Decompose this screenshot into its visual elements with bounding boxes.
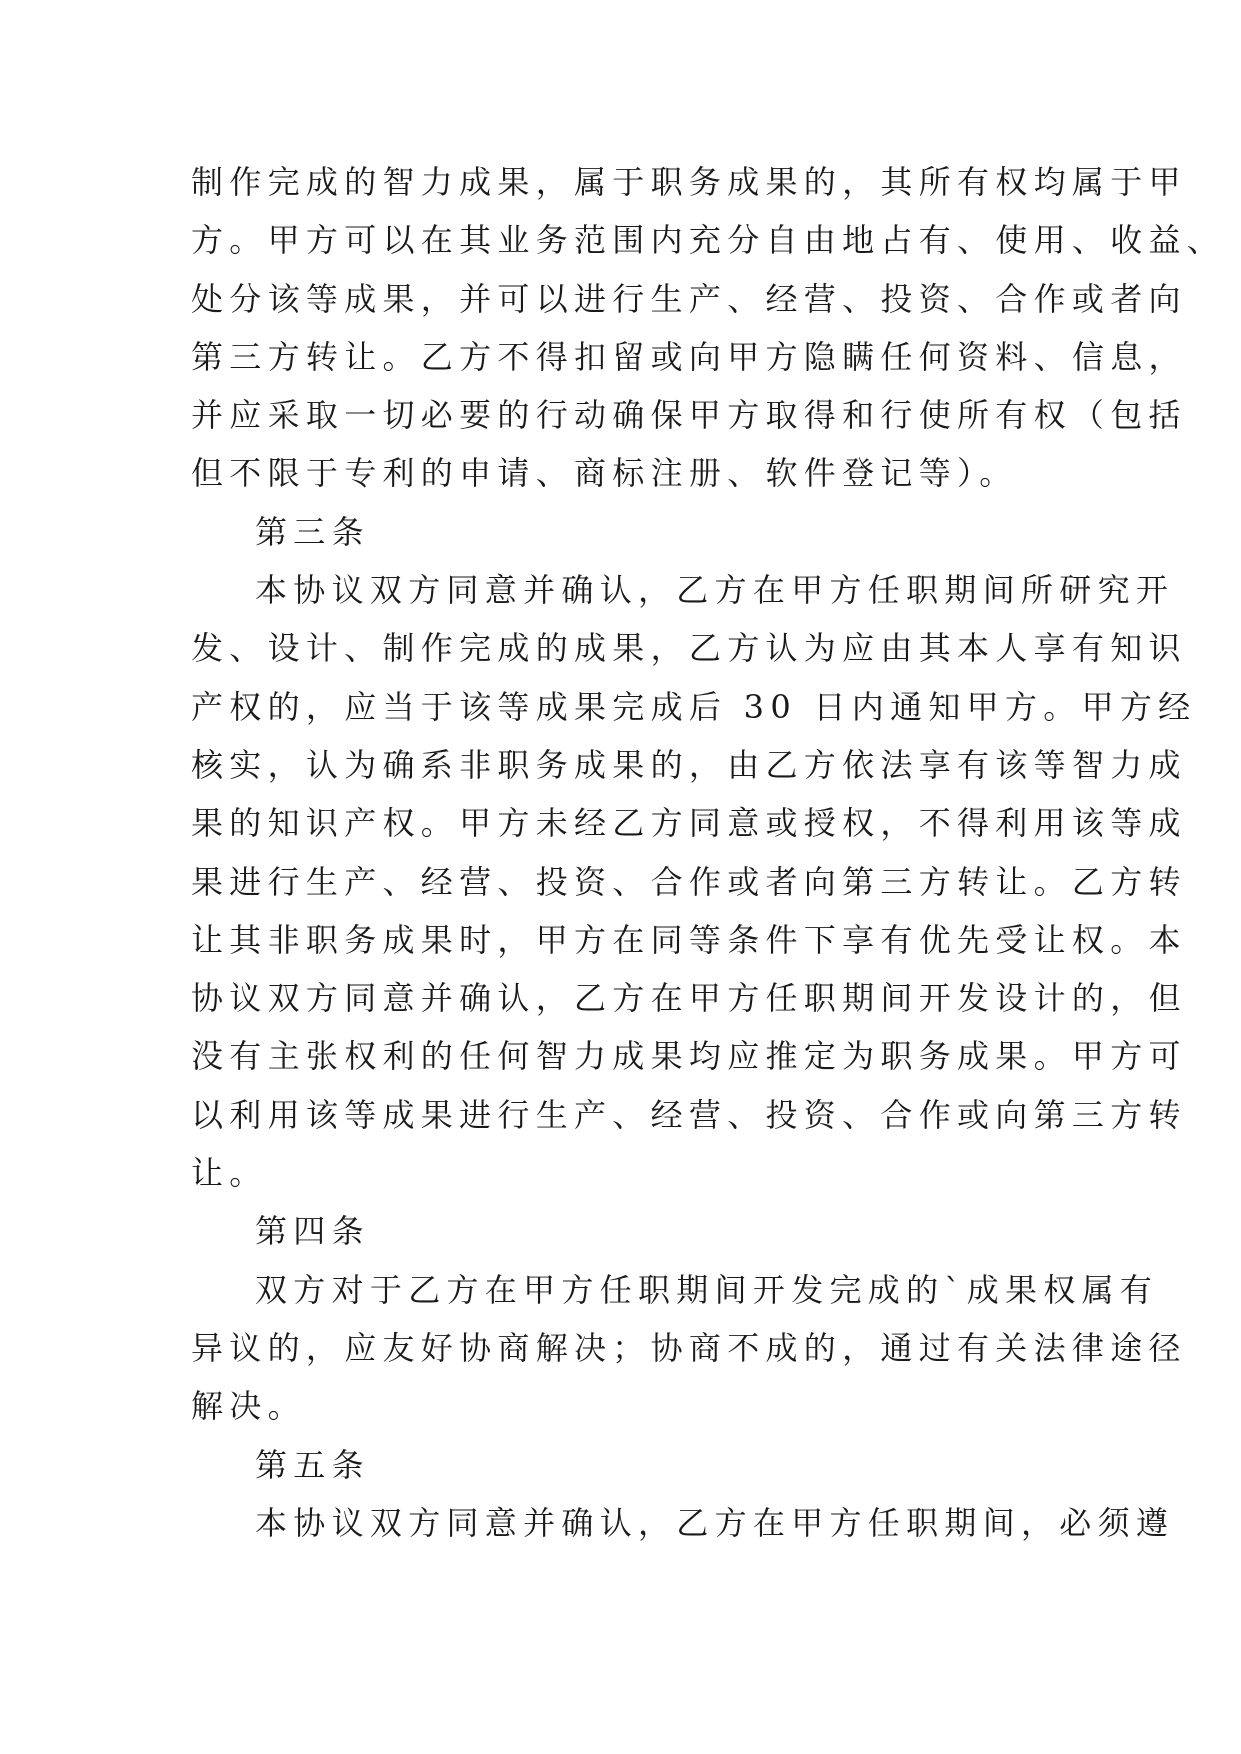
text-line: 第三方转让。乙方不得扣留或向甲方隐瞒任何资料、信息， bbox=[191, 337, 1187, 376]
text-line: 果进行生产、经营、投资、合作或者向第三方转让。乙方转 bbox=[191, 862, 1187, 901]
text-line: 本协议双方同意并确认，乙方在甲方任职期间，必须遵 bbox=[255, 1503, 1175, 1542]
text-line: 协议双方同意并确认，乙方在甲方任职期间开发设计的，但 bbox=[191, 979, 1187, 1018]
text-line: 并应采取一切必要的行动确保甲方取得和行使所有权（包括 bbox=[191, 396, 1187, 435]
article-heading: 第五条 bbox=[255, 1445, 370, 1484]
text-line: 方。甲方可以在其业务范围内充分自由地占有、使用、收益、 bbox=[191, 221, 1226, 260]
document-body bbox=[191, 153, 1226, 1552]
text-line: 以利用该等成果进行生产、经营、投资、合作或向第三方转 bbox=[191, 1095, 1187, 1134]
text-line: 双方对于乙方在甲方任职期间开发完成的`成果权属有 bbox=[255, 1270, 1159, 1309]
text-line: 发、设计、制作完成的成果，乙方认为应由其本人享有知识 bbox=[191, 629, 1187, 668]
text-line: 核实，认为确系非职务成果的，由乙方依法享有该等智力成 bbox=[191, 745, 1187, 784]
text-line: 本协议双方同意并确认，乙方在甲方任职期间所研究开 bbox=[255, 571, 1175, 610]
article-heading: 第四条 bbox=[255, 1212, 370, 1251]
text-line: 制作完成的智力成果，属于职务成果的，其所有权均属于甲 bbox=[191, 163, 1187, 201]
text-line: 果的知识产权。甲方未经乙方同意或授权，不得利用该等成 bbox=[191, 804, 1187, 843]
text-line: 异议的，应友好协商解决；协商不成的，通过有关法律途径 bbox=[191, 1328, 1187, 1367]
text-line: 产权的，应当于该等成果完成后 30 日内通知甲方。甲方经 bbox=[191, 687, 1197, 726]
text-line: 让。 bbox=[191, 1154, 268, 1193]
text-line: 解决。 bbox=[191, 1387, 306, 1426]
text-line: 没有主张权利的任何智力成果均应推定为职务成果。甲方可 bbox=[191, 1037, 1187, 1076]
text-line: 但不限于专利的申请、商标注册、软件登记等）。 bbox=[191, 454, 1018, 493]
text-line: 让其非职务成果时，甲方在同等条件下享有优先受让权。本 bbox=[191, 920, 1187, 959]
text-line: 处分该等成果，并可以进行生产、经营、投资、合作或者向 bbox=[191, 279, 1187, 318]
article-heading: 第三条 bbox=[255, 512, 370, 551]
